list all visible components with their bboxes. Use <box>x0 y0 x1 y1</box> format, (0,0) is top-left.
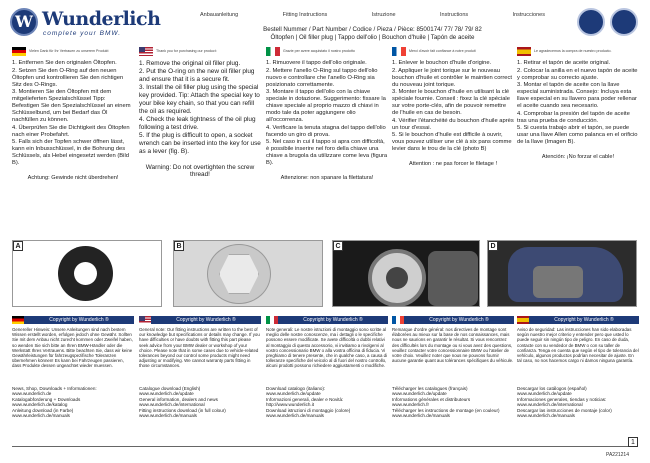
copyright-it <box>266 316 388 436</box>
step-3: 3. Montar el tapón de aceite con la llave especial suministrada. Consejo: Incluya esta llave especial en su llavero para poder rellenar el aceite cuando sea necesario. <box>517 82 637 109</box>
brand-logo <box>10 8 180 42</box>
thanks-note: Le agradecemos la compra de nuestro producto. <box>534 48 612 53</box>
us-flag-icon <box>139 47 153 56</box>
link-url[interactable]: www.wunderlich.fr <box>392 402 430 408</box>
copyright-text: General note: Our fitting instructions are written to the best of our knowledge but specifications or details may change. If you have difficulties or have doubts with fitting this part please seek advice from your BMW dealer or workshop of your choice. Please note that in some cases due to vehicle-related tolerances beyond our control some products might need adjusting or modifying. We cannot warranty parts fitting in those circumstances. <box>139 327 260 369</box>
brand-name: Wunderlich <box>42 8 161 30</box>
steps-list <box>517 60 639 146</box>
links-list <box>392 386 514 418</box>
step-5: 5. Falls sich der Topfen schwer öffnen lässt, kann ein Inbusschlüssel, in die Bohrung des Schlüssels, als Hebel eingesetzt werden (Bild B). <box>12 139 129 166</box>
link-label: Catalogue download (English) <box>139 386 201 391</box>
step-5: 5. Si le bouchon d'huile est difficile à ouvrir, vous pouvez utiliser une clé à six pans comme levier dans le trou de la clé (photo B) <box>392 132 512 152</box>
links-list <box>517 386 639 418</box>
spanish-flag-icon <box>517 316 529 324</box>
link-label: Informations générales et distributeurs <box>392 396 471 402</box>
step-2: 2. Put the O-ring on the new oil filler plug and ensure that it is a secure fit. <box>139 68 255 84</box>
spanish-flag-icon <box>517 47 531 56</box>
link-label: Télécharger les instructions de montage (en couleur) <box>392 407 500 413</box>
category-en: Fitting Instructions <box>282 12 328 18</box>
instructions-it <box>266 46 388 232</box>
links-list <box>139 386 261 418</box>
header-part-info <box>200 26 545 42</box>
italian-flag-icon <box>266 47 280 56</box>
engine-icon <box>533 266 583 298</box>
steps-list <box>139 60 261 156</box>
instructions-en <box>139 46 261 232</box>
copyright-fr <box>392 316 514 436</box>
instructions-es <box>517 46 639 232</box>
step-2: 2. Setzen Sie den O-Ring auf den neuen Öltopfen und kontrollieren Sie den richtigen Sitz des O-Rings. <box>12 67 124 88</box>
links-list <box>12 386 134 418</box>
category-de: Anbauanleitung <box>200 12 239 18</box>
step-5: 5. Si cuesta trabajo abrir el tapón, se puede usar una llave Allen como palanca en el orificio de la llave (Imagen B). <box>517 125 638 145</box>
image-label: C <box>333 241 343 251</box>
step-1: 1. Entfernen Sie den originalen Öltopfen. <box>12 60 117 66</box>
link-label: Descargar las instrucciones de montaje (color) <box>517 407 612 413</box>
link-url[interactable]: www.wunderlich.de/katalog <box>12 402 68 408</box>
image-c-installed-plug <box>332 240 480 307</box>
footer-divider <box>12 446 638 447</box>
thanks-note: Thank you for purchasing our product: <box>156 48 217 53</box>
copyright-bar: Copyright by Wunderlich ® <box>404 316 514 324</box>
warning-text: Attention : ne pas forcer le filetage ! <box>409 161 497 167</box>
link-label: Informaciones generales, tiendas y noticias: <box>517 396 607 402</box>
step-4: 4. Vérifier l'étanchéité du bouchon d'huile après un tour d'essai. <box>392 117 514 131</box>
link-label: Anleitung download (in Farbe) <box>12 407 74 413</box>
category-it: Istruzione <box>371 12 396 18</box>
link-label: Descargar los catálogos (español) <box>517 386 587 391</box>
category-es: Instrucciones <box>512 12 545 18</box>
step-5: 5. If the plug is difficult to open, a socket wrench can be inserted into the key for use as a lever (fig. B). <box>139 132 261 155</box>
header-categories <box>200 12 545 18</box>
copyright-text: Remarque d'ordre général: nos directives de montage sont élaborées au mieux sur la base de nos connaissances, mais nous ne saurions en garantir le résultat. Si vous rencontrez des difficultés lors du montage ou si vous avez des questions, veuillez contacter votre concessionnaire BMW ou l'atelier de votre choix. Veuillez noter que nous ne pouvons fournir aucune garantie quant aux tolérances spécifiques du véhicule. <box>392 327 514 364</box>
step-1: 1. Enlever le bouchon d'huile d'origine. <box>392 60 492 66</box>
link-url[interactable]: www.wunderlich.de/international <box>139 402 205 408</box>
link-url[interactable]: www.wunderlich.de/update <box>392 391 447 397</box>
link-url[interactable]: www.wunderlich.de/manuals <box>517 413 575 419</box>
step-3: 3. Montare il tappo dell'olio con la chiave speciale in dotazione. Suggerimento: fissare la chiave speciale al proprio mazzo di chiavi in modo tale da poter aggiungere olio all'occorrenza. <box>266 89 386 123</box>
step-1: 1. Rimuovere il tappo dell'olio originale. <box>266 60 367 66</box>
link-url[interactable]: www.wunderlich.de/manuals <box>139 413 197 419</box>
copyright-bar: Copyright by Wunderlich ® <box>529 316 639 324</box>
copyright-es <box>517 316 639 436</box>
link-label: Informazioni generali, dealer e Novità: <box>266 396 344 402</box>
page-number: 1 <box>628 437 638 447</box>
quality-badge-icon <box>610 8 638 36</box>
us-flag-icon <box>139 316 151 324</box>
copyright-en <box>139 316 261 436</box>
step-3: 3. Install the oil filler plug using the special key provided. Tip: Attach the special key to your bike key chain, so that you can refill the oil as required. <box>139 84 260 115</box>
link-url[interactable]: www.wunderlich.de/manuals <box>12 413 70 419</box>
german-flag-icon <box>12 47 26 56</box>
instructions-de <box>12 46 134 232</box>
french-flag-icon <box>392 316 404 324</box>
step-3: 3. Montieren Sie den Öltopfen mit dem mitgelieferten Spezialschlüssel Tipp: Befestigen Sie den Spezialschlüssel an einem Schlüsselbund, um bei Bedarf das Öl nachfüllen zu können. <box>12 89 131 123</box>
step-4: 4. Check the leak tightness of the oil plug following a test drive. <box>139 116 256 131</box>
link-label: Télécharger les catalogues (français) <box>392 386 468 391</box>
thanks-note: Merci d'avoir fait confiance à notre produit <box>409 48 476 53</box>
copyright-de <box>12 316 134 436</box>
step-1: 1. Retirar el tapón de aceite original. <box>517 60 611 66</box>
link-label: Katalogabforderung + Downloads <box>12 396 81 402</box>
link-url[interactable]: www.wunderlich.de/update <box>266 391 321 397</box>
step-4: 4. Überprüfen Sie die Dichtigkeit des Öltopfen nach einer Probefahrt. <box>12 124 130 138</box>
copyright-text: Aviso de seguridad: Las instrucciones han sido elaboradas según nuestro mejor criterio y entender pero que usted lo puede seguir sin ningún tipo de peligro. En caso de duda, contacte con su vendedor de BMW o con su taller de confianza. Tenga en cuenta que según el tipo de tolerancia del vehículo, algunos productos podrían necesitar de ajuste. En tal caso, no nos hacemos cargo ni damos ninguna garantía. <box>517 327 639 364</box>
link-url[interactable]: www.wunderlich.de/manuals <box>392 413 450 419</box>
wunderlich-w-icon: W <box>10 8 38 36</box>
step-4: 4. Comprobar la presión del tapón de aceite tras una prueba de conducción. <box>517 110 630 124</box>
step-4: 4. Verificare la tenuta stagna del tappo dell'olio facendo un giro di prova. <box>266 124 386 138</box>
warning-text: Warning: Do not overtighten the screw thread! <box>145 163 255 178</box>
step-2: 2. Colocar la anilla en el nuevo tapón de aceite y comprobar su correcto ajuste. <box>517 67 638 81</box>
step-5: 5. Nel caso in cui il tappo si apra con difficoltà, è possibile inserire nel foro della chiave una chiave a brugola da utilizzare come leva (figura B). <box>266 139 388 166</box>
made-in-germany-badge-icon <box>577 8 605 36</box>
warning-text: Atención: ¡No forzar el cable! <box>541 154 615 160</box>
image-label: B <box>174 241 184 251</box>
thanks-note: Vielen Dank für Ihr Vertrauen zu unserem Produkt <box>29 48 109 53</box>
document-reference: PA221214 <box>606 452 629 458</box>
copyright-text: Note generali: Le nostre istruzioni di montaggio sono scritte al meglio delle nostre conoscenze, ma i dettagli o le specifiche possono essere modificate. Se avete difficoltà o dubbi relativi al montaggio di questo accessorio, vi invitiamo a rivolgervi al vostro concessionario BMW o alla vostra officina di fiducia. Vi preghiamo di tenere presente, che in qualche caso, a causa di tolleranze specifiche del veicolo al di fuori del nostro controllo, alcuni prodotti possono richiedere aggiustamenti o modifiche. <box>266 327 388 369</box>
italian-flag-icon <box>266 316 278 324</box>
link-label: News, Shop, Downloads + Informationen: <box>12 386 97 391</box>
image-b-key <box>173 240 323 307</box>
image-label: A <box>13 241 23 251</box>
warning-text: Achtung: Gewinde nicht überdrehen! <box>27 175 119 181</box>
link-url[interactable]: www.wunderlich.de/international <box>517 402 583 408</box>
step-1: 1. Remove the original oil filler plug. <box>139 60 241 67</box>
step-2: 2. Mettere l'anello O-Ring sul tappo dell'olio nuovo e controllare che l'anello O-Ring sia posizionato correttamente. <box>266 67 378 88</box>
link-label: Fitting instructions download (in full colour) <box>139 407 226 413</box>
copyright-bar: Copyright by Wunderlich ® <box>278 316 388 324</box>
product-name-line: Öltopfen | Oil filler plug | Tappo dell'olio | Bouchon d'huile | Tapón de aceite <box>270 34 475 41</box>
warning-text: Attenzione: non spanare la filettatura! <box>280 175 374 181</box>
step-3: 3. Monter le bouchon d'huile en utilisant la clé spéciale fournie. Conseil : fixez la clé spéciale sur votre porte-clés, afin de pouvoir remettre de l'huile en cas de besoin. <box>392 89 510 116</box>
link-label: Download catalogo (italiano): <box>266 386 326 391</box>
brand-tagline: complete your BMW. <box>43 30 122 37</box>
copyright-bar: Copyright by Wunderlich ® <box>151 316 261 324</box>
steps-list <box>266 60 388 167</box>
copyright-bar: Copyright by Wunderlich ® <box>24 316 134 324</box>
link-url[interactable]: http://www.wunderlich.it <box>266 402 314 408</box>
french-flag-icon <box>392 47 406 56</box>
steps-list <box>392 60 514 153</box>
category-fr: Instructions <box>440 12 469 18</box>
links-list <box>266 386 388 418</box>
link-label: Download istruzioni di montaggio (colore) <box>266 407 351 413</box>
steps-list <box>12 60 134 167</box>
instructions-fr <box>392 46 514 232</box>
image-label: D <box>488 241 498 251</box>
german-flag-icon <box>12 316 24 324</box>
thanks-note: Grazie per avere acquistato il nostro prodotto <box>283 48 355 53</box>
part-number-line: Bestell Nummer / Part Number / Codice / Pieza / Pièce: 8500174/ 77/ 78/ 79/ 82 <box>263 26 482 33</box>
image-a-o-ring <box>12 240 162 307</box>
link-url[interactable]: www.wunderlich.de/update <box>139 391 194 397</box>
copyright-text: Genereller Hinweis: Unsere Anleitungen sind nach bestem Wissen erstellt worden, erfolgen jedoch ohne Gewähr. Sollten Sie mit dem Anbau nicht zurecht kommen oder Zweifel haben, so wenden Sie sich bitte an Ihren BMW-Händler oder die Werkstatt Ihres Vertrauens. Bitte beachten Sie, dass wir keine Gewährleistungen für fahrzeugspezifische Toleranzen übernehmen können! Es kann bei Fahrzeugen passieren, dass Produkte dessen ungeachtet wieder muessen. <box>12 327 133 369</box>
link-url[interactable]: www.wunderlich.de <box>12 391 52 397</box>
step-2: 2. Appliquer le joint torique sur le nouveau bouchon d'huile et contrôler le maintien correct du nouveau joint torique. <box>392 67 513 88</box>
link-label: General information, dealers and news <box>139 396 218 402</box>
link-url[interactable]: www.wunderlich.de/update <box>517 391 572 397</box>
image-d-motorcycle <box>487 240 637 307</box>
link-url[interactable]: www.wunderlich.de/manuals <box>266 413 324 419</box>
